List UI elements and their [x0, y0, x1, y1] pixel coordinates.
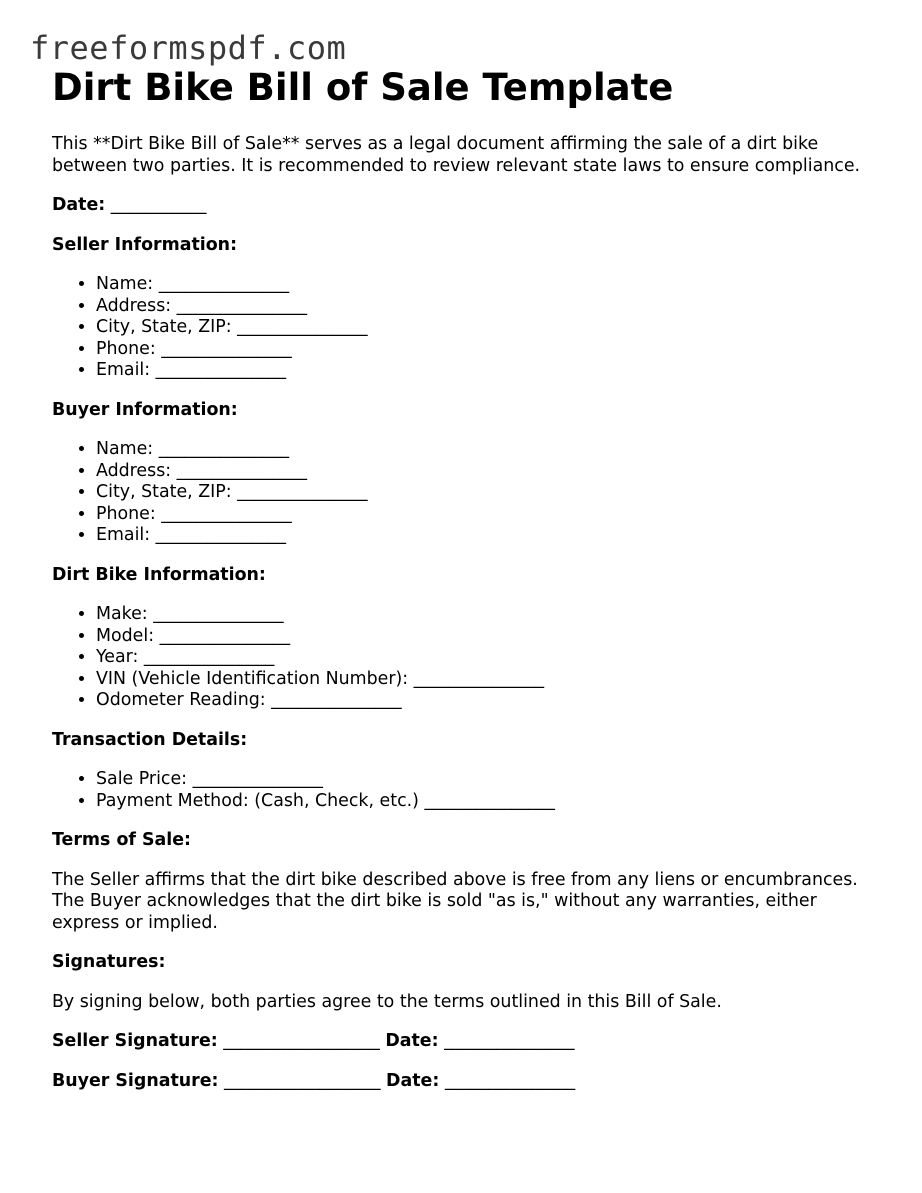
buyer-address-item: • Address: _______________ [96, 461, 872, 483]
intro-paragraph: This **Dirt Bike Bill of Sale** serves as a legal document affirming the sale of a dirt bike between two parties. It is recommended to review relevant state laws to ensure compliance. [52, 134, 861, 176]
site-watermark: freeformspdf.com [30, 29, 347, 67]
buyer-signature-label: Buyer Signature: [52, 1070, 219, 1091]
date-blank: ___________ [110, 195, 207, 215]
signatures-heading: Signatures: [52, 952, 166, 972]
seller-heading: Seller Information: [52, 234, 238, 255]
buyer-signature-blank: __________________ [224, 1070, 381, 1091]
signatures-paragraph: By signing below, both parties agree to the terms outlined in this Bill of Sale. [52, 991, 722, 1012]
bike-list [52, 604, 872, 712]
bike-make-item: • Make: _______________ [96, 604, 872, 626]
sale-price-item: • Sale Price: _______________ [96, 769, 872, 791]
payment-method-item: • Payment Method: (Cash, Check, etc.) _______________ [96, 791, 872, 813]
bike-odometer-item: • Odometer Reading: _______________ [96, 690, 872, 712]
document-body [52, 66, 872, 1092]
buyer-date-blank: _______________ [444, 1070, 576, 1091]
terms-heading: Terms of Sale: [52, 830, 191, 850]
seller-address-item: • Address: _______________ [96, 296, 872, 318]
seller-list [52, 274, 872, 382]
seller-signature-blank: __________________ [223, 1031, 380, 1051]
date-label: Date: [52, 195, 106, 215]
date-field [52, 195, 872, 217]
buyer-heading: Buyer Information: [52, 399, 238, 420]
bike-vin-item: • VIN (Vehicle Identification Number): _______________ [96, 669, 872, 691]
buyer-email-item: • Email: _______________ [96, 525, 872, 547]
seller-signature-line [52, 1031, 872, 1053]
seller-phone-item: • Phone: _______________ [96, 339, 872, 361]
transaction-list [52, 769, 872, 812]
buyer-date-label: Date: [386, 1070, 440, 1091]
transaction-heading: Transaction Details: [52, 729, 248, 750]
bike-year-item: • Year: _______________ [96, 647, 872, 669]
buyer-signature-line [52, 1071, 872, 1093]
terms-paragraph: The Seller affirms that the dirt bike described above is free from any liens or encumbrances. The Buyer acknowledges that the dirt bike is sold "as is," without any warranties, either express or implied. [52, 869, 858, 933]
buyer-name-item: • Name: _______________ [96, 439, 872, 461]
seller-city-item: • City, State, ZIP: _______________ [96, 317, 872, 339]
buyer-city-item: • City, State, ZIP: _______________ [96, 482, 872, 504]
bike-heading: Dirt Bike Information: [52, 564, 266, 585]
seller-date-blank: _______________ [444, 1031, 575, 1051]
buyer-phone-item: • Phone: _______________ [96, 504, 872, 526]
buyer-list [52, 439, 872, 547]
seller-name-item: • Name: _______________ [96, 274, 872, 296]
seller-date-label: Date: [385, 1031, 439, 1051]
seller-email-item: • Email: _______________ [96, 360, 872, 382]
seller-signature-label: Seller Signature: [52, 1031, 218, 1051]
bike-model-item: • Model: _______________ [96, 626, 872, 648]
document-title: Dirt Bike Bill of Sale Template [52, 66, 674, 109]
